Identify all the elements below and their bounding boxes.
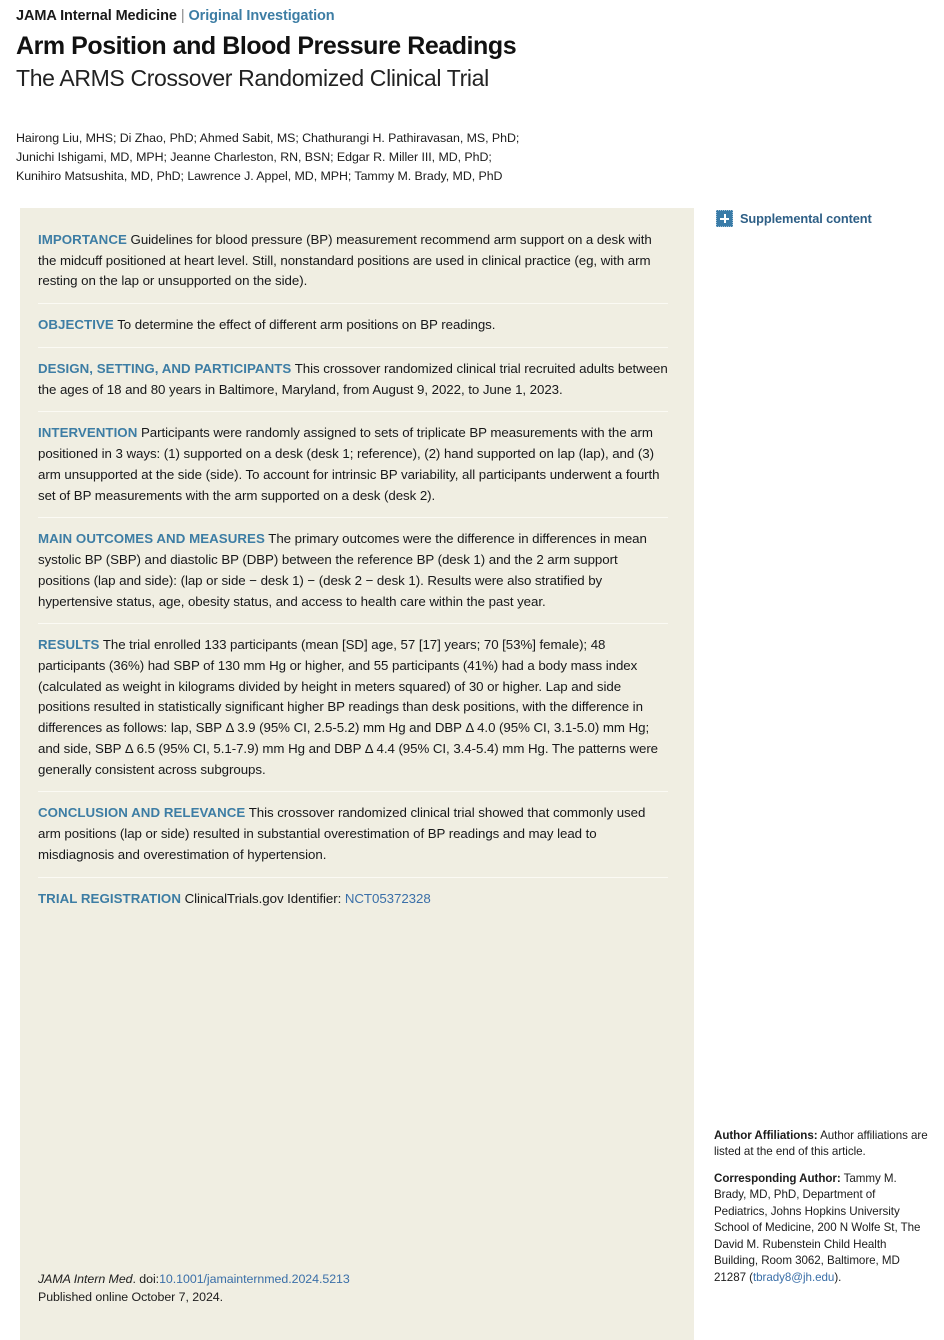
abstract-text-design: This crossover randomized clinical trial recruited adults between the ages of 18 and 80 years in Baltimore, Maryland, from August 9, 2022, to June 1, 2023.: [38, 360, 668, 397]
author-line-2: Junichi Ishigami, MD, MPH; Jeanne Charleston, RN, BSN; Edgar R. Miller III, MD, PhD;: [16, 150, 492, 165]
footer-citation: [38, 1271, 598, 1307]
citation-line: [38, 1271, 598, 1289]
abstract-text-objective: To determine the effect of different arm positions on BP readings.: [113, 317, 496, 333]
author-line-1: Hairong Liu, MHS; Di Zhao, PhD; Ahmed Sabit, MS; Chathurangi H. Pathiravasan, MS, PhD;: [16, 131, 520, 145]
supplemental-content-label: Supplemental content: [740, 211, 872, 226]
doi-prefix: . doi:: [132, 1272, 160, 1286]
corresponding-author-email-link[interactable]: tbrady8@jh.edu: [752, 1270, 835, 1284]
abstract-label-design: DESIGN, SETTING, AND PARTICIPANTS: [38, 360, 292, 376]
author-affiliations-block: [714, 1128, 932, 1286]
abstract-label-results: RESULTS: [38, 637, 100, 653]
author-affiliations-heading: Author Affiliations:: [714, 1129, 818, 1142]
page-title: Arm Position and Blood Pressure Readings: [16, 32, 517, 60]
masthead: [16, 8, 716, 24]
abstract-label-trial-registration: TRIAL REGISTRATION: [38, 890, 181, 906]
abstract-section-trial-registration: [38, 877, 668, 921]
abstract-label-importance: IMPORTANCE: [38, 232, 127, 247]
published-date: Published online October 7, 2024.: [38, 1289, 224, 1304]
plus-square-icon: [716, 210, 733, 227]
abstract-label-outcomes: MAIN OUTCOMES AND MEASURES: [38, 531, 265, 547]
abstract-section-design: [38, 347, 668, 411]
abstract-text-outcomes: The primary outcomes were the difference in differences in mean systolic BP (SBP) and diastolic BP (DBP) between the reference BP (desk 1) and the 2 arm support positions (lap and side): (lap or side − desk 1) − (desk 2 − desk 1). Results were also stratified by hypertensive status, age, obesity status, and access to health care within the past year.: [38, 531, 647, 609]
author-list: [16, 129, 696, 187]
corresponding-author: [714, 1171, 932, 1286]
abstract-text-conclusion: This crossover randomized clinical trial showed that commonly used arm positions (lap or side) resulted in substantial overestimation of BP readings and may lead to misdiagnosis and overestimation of hypertension.: [38, 805, 646, 862]
abstract-text-trial-registration: ClinicalTrials.gov Identifier:: [180, 890, 345, 906]
abstract-section-outcomes: [38, 517, 668, 623]
abstract-section-objective: [38, 303, 668, 347]
corresponding-author-text: Tammy M. Brady, MD, PhD, Department of Pediatrics, Johns Hopkins University School of Medicine, 200 N Wolfe St, The David M. Rubenstein Child Health Building, Room 3062, Baltimore, MD 21287 (: [714, 1171, 921, 1284]
abstract-text-results: The trial enrolled 133 participants (mean [SD] age, 57 [17] years; 70 [53%] female); 48 participants (36%) had SBP of 130 mm Hg or higher, and 55 participants (41%) had a body mass index (calculated as weight in kilograms divided by height in meters squared) of 30 or higher. Lap and side positions resulted in statistically significant higher BP readings than desk positions, with the difference in differences as follows: lap, SBP Δ 3.9 (95% CI, 2.5-5.2) mm Hg and DBP Δ 4.0 (95% CI, 3.1-5.0) mm Hg; and side, SBP Δ 6.5 (95% CI, 5.1-7.9) mm Hg and DBP Δ 4.4 (95% CI, 3.4-5.4) mm Hg. The patterns were generally consistent across subgroups.: [38, 637, 659, 777]
article-type-label[interactable]: Original Investigation: [188, 8, 335, 24]
journal-name: JAMA Internal Medicine: [16, 8, 177, 24]
abstract-text-importance: Guidelines for blood pressure (BP) measurement recommend arm support on a desk with the midcuff positioned at heart level. Still, nonstandard positions are used in clinical practice (eg, with arm resting on the lap or unsupported on the side).: [38, 232, 652, 289]
author-affiliations-text: Author affiliations are listed at the end of this article.: [714, 1129, 928, 1159]
abstract-label-conclusion: CONCLUSION AND RELEVANCE: [38, 805, 246, 821]
author-line-3: Kunihiro Matsushita, MD, PhD; Lawrence J. Appel, MD, MPH; Tammy M. Brady, MD, PhD: [16, 169, 503, 184]
journal-abbreviation: JAMA Intern Med: [38, 1272, 133, 1286]
abstract-section-intervention: [38, 411, 668, 517]
abstract-label-intervention: INTERVENTION: [38, 425, 138, 441]
supplemental-content-link[interactable]: [716, 210, 872, 227]
doi-link[interactable]: 10.1001/jamainternmed.2024.5213: [159, 1272, 350, 1286]
page-subtitle: The ARMS Crossover Randomized Clinical Trial: [16, 64, 489, 91]
abstract-panel: [20, 208, 694, 1340]
abstract-label-objective: OBJECTIVE: [38, 317, 114, 333]
masthead-separator: |: [180, 8, 185, 24]
title-block: [16, 32, 716, 92]
author-affiliations: [714, 1128, 932, 1161]
corresponding-author-tail: ).: [834, 1270, 842, 1284]
abstract-text-intervention: Participants were randomly assigned to sets of triplicate BP measurements with the arm positioned in 3 ways: (1) supported on a desk (desk 1; reference), (2) hand supported on lap (lap), and (3) arm unsupported at the side (side). To account for intrinsic BP variability, all participants underwent a fourth set of BP measurements with the arm supported on a desk (desk 2).: [38, 425, 660, 503]
abstract-section-importance: [38, 230, 668, 303]
abstract-section-conclusion: [38, 791, 668, 876]
corresponding-author-heading: Corresponding Author:: [714, 1171, 841, 1185]
trial-registration-link[interactable]: NCT05372328: [344, 890, 431, 906]
abstract-section-results: [38, 623, 668, 791]
